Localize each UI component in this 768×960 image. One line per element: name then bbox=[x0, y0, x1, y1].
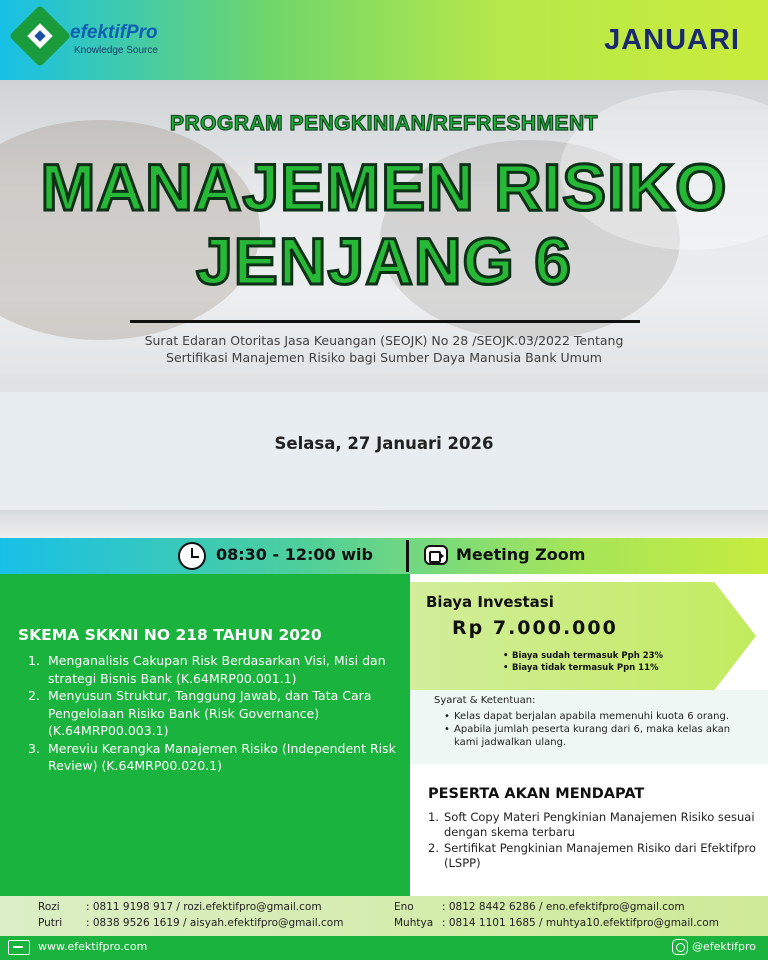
contact-info: : 0814 1101 1685 / muhtya10.efektifpro@gmail.com bbox=[442, 917, 719, 929]
regulation-line-2: Sertifikasi Manajemen Risiko bagi Sumber Daya Manusia Bank Umum bbox=[166, 350, 602, 365]
event-venue: Meeting Zoom bbox=[456, 545, 586, 564]
benefits-title: PESERTA AKAN MENDAPAT bbox=[428, 786, 645, 802]
contact-entry bbox=[394, 917, 719, 929]
skema-item bbox=[28, 687, 408, 740]
skema-item bbox=[28, 740, 408, 775]
benefit-item-text: Sertifikat Pengkinian Manajemen Risiko dari Efektifpro (LSPP) bbox=[444, 841, 756, 870]
skema-item-text: Menganalisis Cakupan Risk Berdasarkan Visi, Misi dan strategi Bisnis Bank (K.64MRP00.001.1) bbox=[48, 653, 386, 686]
investment-price: Rp 7.000.000 bbox=[452, 617, 618, 639]
contact-name: Putri bbox=[38, 917, 63, 929]
video-camera-icon bbox=[424, 545, 448, 565]
event-time: 08:30 - 12:00 wib bbox=[216, 545, 373, 564]
skema-list bbox=[28, 652, 408, 775]
instagram-handle[interactable]: @efektifpro bbox=[692, 940, 757, 953]
contact-name: Rozi bbox=[38, 901, 60, 913]
benefits-list bbox=[428, 810, 758, 872]
event-date: Selasa, 27 Januari 2026 bbox=[274, 434, 494, 453]
main-title-line-2: JENJANG 6 bbox=[196, 224, 572, 298]
title-divider bbox=[130, 320, 640, 323]
contact-info: : 0812 8442 6286 / eno.efektifpro@gmail.com bbox=[442, 901, 685, 913]
benefit-item-number: 1. bbox=[428, 810, 439, 824]
website-link[interactable]: www.efektifpro.com bbox=[38, 940, 148, 953]
instagram-icon bbox=[672, 939, 688, 955]
monitor-icon bbox=[8, 940, 30, 955]
skema-item-text: Menyusun Struktur, Tanggung Jawab, dan Tata Cara Pengelolaan Risiko Bank (Risk Governance) (K.64MRP00.003.1) bbox=[48, 688, 372, 738]
contact-info: : 0838 9526 1619 / aisyah.efektifpro@gmail.com bbox=[86, 917, 344, 929]
schedule-separator bbox=[406, 540, 409, 572]
schedule-bar bbox=[0, 538, 768, 574]
tax-note: • Biaya sudah termasuk Pph 23% bbox=[512, 651, 663, 661]
contact-name: Eno bbox=[394, 901, 414, 913]
benefit-item bbox=[428, 810, 758, 840]
terms-item: • Kelas dapat berjalan apabila memenuhi kuota 6 orang. bbox=[454, 710, 754, 723]
photo-strip bbox=[0, 510, 768, 538]
skema-title: SKEMA SKKNI NO 218 TAHUN 2020 bbox=[18, 626, 322, 644]
skema-item-number: 2. bbox=[28, 688, 40, 703]
benefit-item-text: Soft Copy Materi Pengkinian Manajemen Risiko sesuai dengan skema terbaru bbox=[444, 810, 755, 839]
skema-item bbox=[28, 652, 408, 687]
regulation-text bbox=[0, 332, 768, 366]
benefit-item bbox=[428, 841, 758, 871]
skema-item-number: 1. bbox=[28, 653, 40, 668]
contact-info: : 0811 9198 917 / rozi.efektifpro@gmail.com bbox=[86, 901, 322, 913]
contact-entry bbox=[38, 901, 322, 913]
contact-entry bbox=[394, 901, 685, 913]
skema-item-number: 3. bbox=[28, 740, 40, 756]
investment-label: Biaya Investasi bbox=[426, 593, 554, 611]
skema-item-text: Mereviu Kerangka Manajemen Risiko (Independent Risk Review) (K.64MRP00.020.1) bbox=[48, 740, 396, 773]
brand-tagline: Knowledge Source bbox=[74, 45, 158, 56]
program-subtitle: PROGRAM PENGKINIAN/REFRESHMENT bbox=[169, 112, 599, 135]
tax-note: • Biaya tidak termasuk Ppn 11% bbox=[512, 663, 659, 673]
brand-name: efektifPro bbox=[70, 22, 158, 43]
terms-title: Syarat & Ketentuan: bbox=[434, 695, 536, 706]
main-title-line-1: MANAJEMEN RISIKO bbox=[40, 150, 728, 224]
contact-name: Muhtya bbox=[394, 917, 434, 929]
month-label: JANUARI bbox=[604, 24, 740, 56]
clock-icon bbox=[178, 542, 206, 570]
terms-item: • Apabila jumlah peserta kurang dari 6, maka kelas akan kami jadwalkan ulang. bbox=[454, 723, 754, 749]
regulation-line-1: Surat Edaran Otoritas Jasa Keuangan (SEOJK) No 28 /SEOJK.03/2022 Tentang bbox=[144, 333, 624, 348]
benefit-item-number: 2. bbox=[428, 841, 439, 855]
contact-entry bbox=[38, 917, 343, 929]
